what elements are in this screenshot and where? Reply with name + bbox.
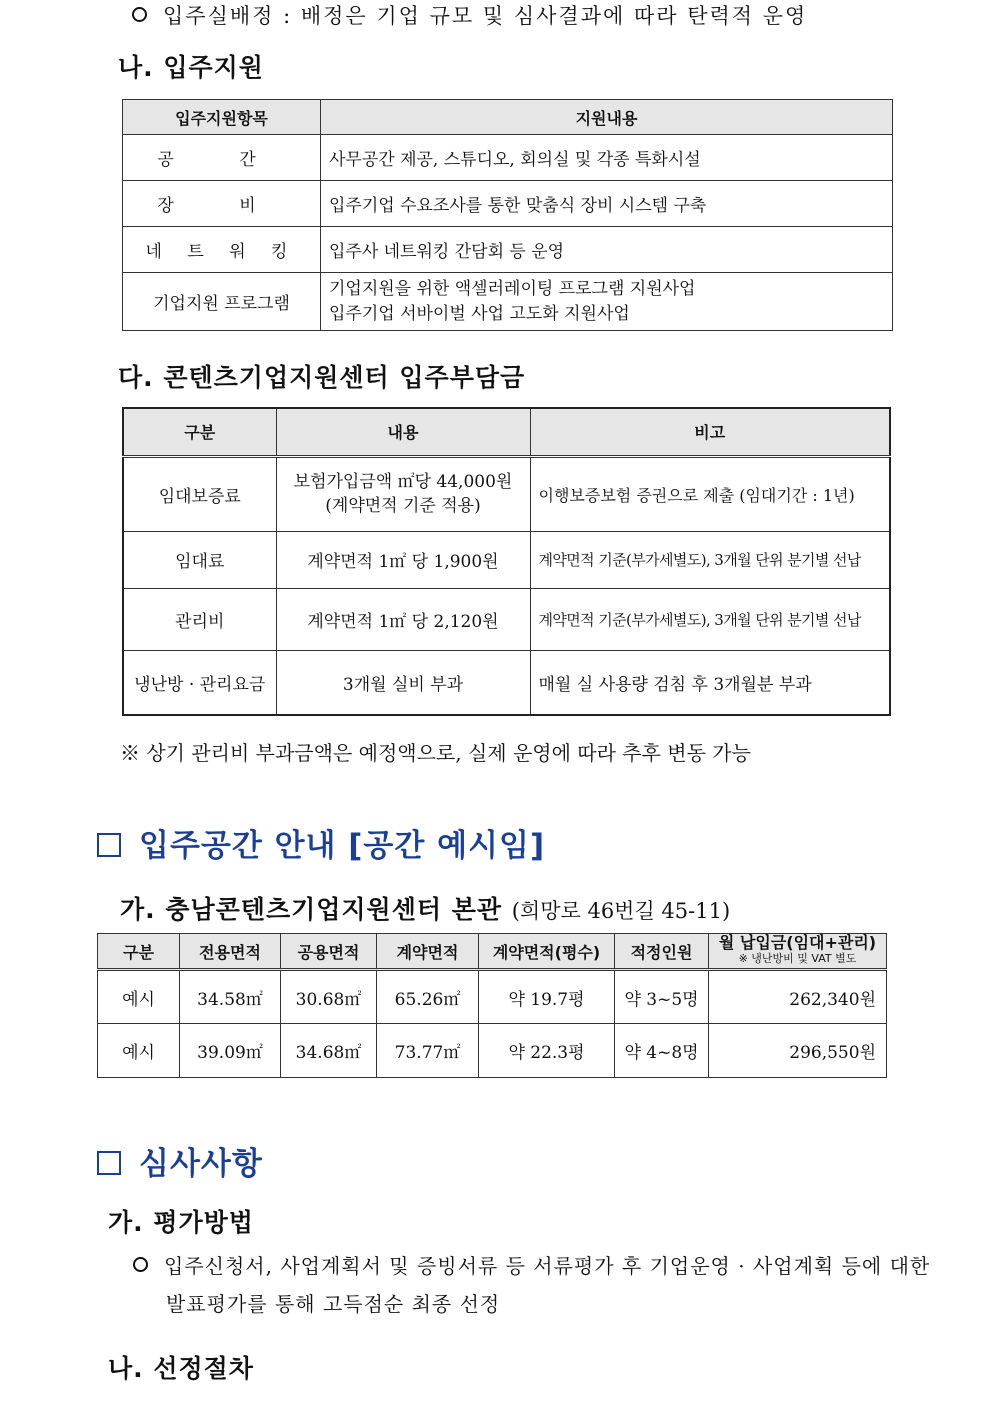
table-row: 네 트 워 킹 입주사 네트워킹 간담회 등 운영 <box>123 227 893 273</box>
header-support-item: 입주지원항목 <box>123 100 321 135</box>
header-exclusive-area: 전용면적 <box>180 934 281 970</box>
header-common-area: 공용면적 <box>281 934 377 970</box>
header-content: 내용 <box>276 408 530 456</box>
header-category: 구분 <box>123 408 276 456</box>
table-row: 임대보증료 보험가입금액 ㎡당 44,000원 (계약면적 기준 적용) 이행보증보험 증권으로 제출 (임대기간 : 1년) <box>123 456 890 531</box>
space-table <box>97 933 887 1078</box>
selection-procedure-heading: 나. 선정절차 <box>108 1354 254 1383</box>
intro-bullet: 입주실배정 : 배정은 기업 규모 및 심사결과에 따라 탄력적 운영 <box>132 0 807 30</box>
table-row: 냉난방 · 관리요금 3개월 실비 부과 매월 실 사용량 검침 후 3개월분 부과 <box>123 650 890 715</box>
support-table <box>122 99 893 331</box>
fees-table <box>122 407 891 716</box>
square-bullet-icon <box>97 833 121 857</box>
evaluation-method-heading: 가. 평가방법 <box>108 1208 254 1237</box>
space-sub-heading: 가. 충남콘텐츠기업지원센터 본관 (희망로 46번길 45-11) <box>120 895 731 924</box>
header-monthly-payment: 월 납입금(임대+관리) ※ 냉난방비 및 VAT 별도 <box>709 934 887 970</box>
evaluation-method-text: 입주신청서, 사업계획서 및 증빙서류 등 서류평가 후 기업운영 · 사업계획 등에 대한 발표평가를 통해 고득점순 최종 선정 <box>133 1247 913 1323</box>
circle-bullet-icon <box>133 1257 148 1272</box>
space-section-title: 입주공간 안내 [공간 예시임] <box>97 820 545 865</box>
table-row: 장 비 입주기업 수요조사를 통한 맞춤식 장비 시스템 구축 <box>123 181 893 227</box>
header-note: 비고 <box>530 408 890 456</box>
table-row: 공 간 사무공간 제공, 스튜디오, 회의실 및 각종 특화시설 <box>123 135 893 181</box>
header-capacity: 적정인원 <box>615 934 709 970</box>
circle-bullet-icon <box>132 7 147 22</box>
header-contract-pyeong: 계약면적(평수) <box>479 934 615 970</box>
fees-footnote: ※ 상기 관리비 부과금액은 예정액으로, 실제 운영에 따라 추후 변동 가능 <box>120 741 751 765</box>
support-heading: 나. 입주지원 <box>118 53 264 82</box>
table-row: 기업지원 프로그램 기업지원을 위한 액셀러레이팅 프로그램 지원사업 입주기업 서바이벌 사업 고도화 지원사업 <box>123 273 893 331</box>
header-gubun: 구분 <box>98 934 180 970</box>
square-bullet-icon <box>97 1151 121 1175</box>
review-section-title: 심사사항 <box>97 1138 263 1183</box>
fees-heading: 다. 콘텐츠기업지원센터 입주부담금 <box>118 363 526 392</box>
table-row: 임대료 계약면적 1㎡ 당 1,900원 계약면적 기준(부가세별도), 3개월 단위 분기별 선납 <box>123 531 890 588</box>
table-row: 예시 39.09㎡ 34.68㎡ 73.77㎡ 약 22.3평 약 4~8명 296,550원 <box>98 1024 887 1078</box>
table-row: 관리비 계약면적 1㎡ 당 2,120원 계약면적 기준(부가세별도), 3개월 단위 분기별 선납 <box>123 588 890 650</box>
header-contract-area: 계약면적 <box>377 934 479 970</box>
table-row: 예시 34.58㎡ 30.68㎡ 65.26㎡ 약 19.7평 약 3~5명 262,340원 <box>98 970 887 1024</box>
header-support-content: 지원내용 <box>321 100 893 135</box>
